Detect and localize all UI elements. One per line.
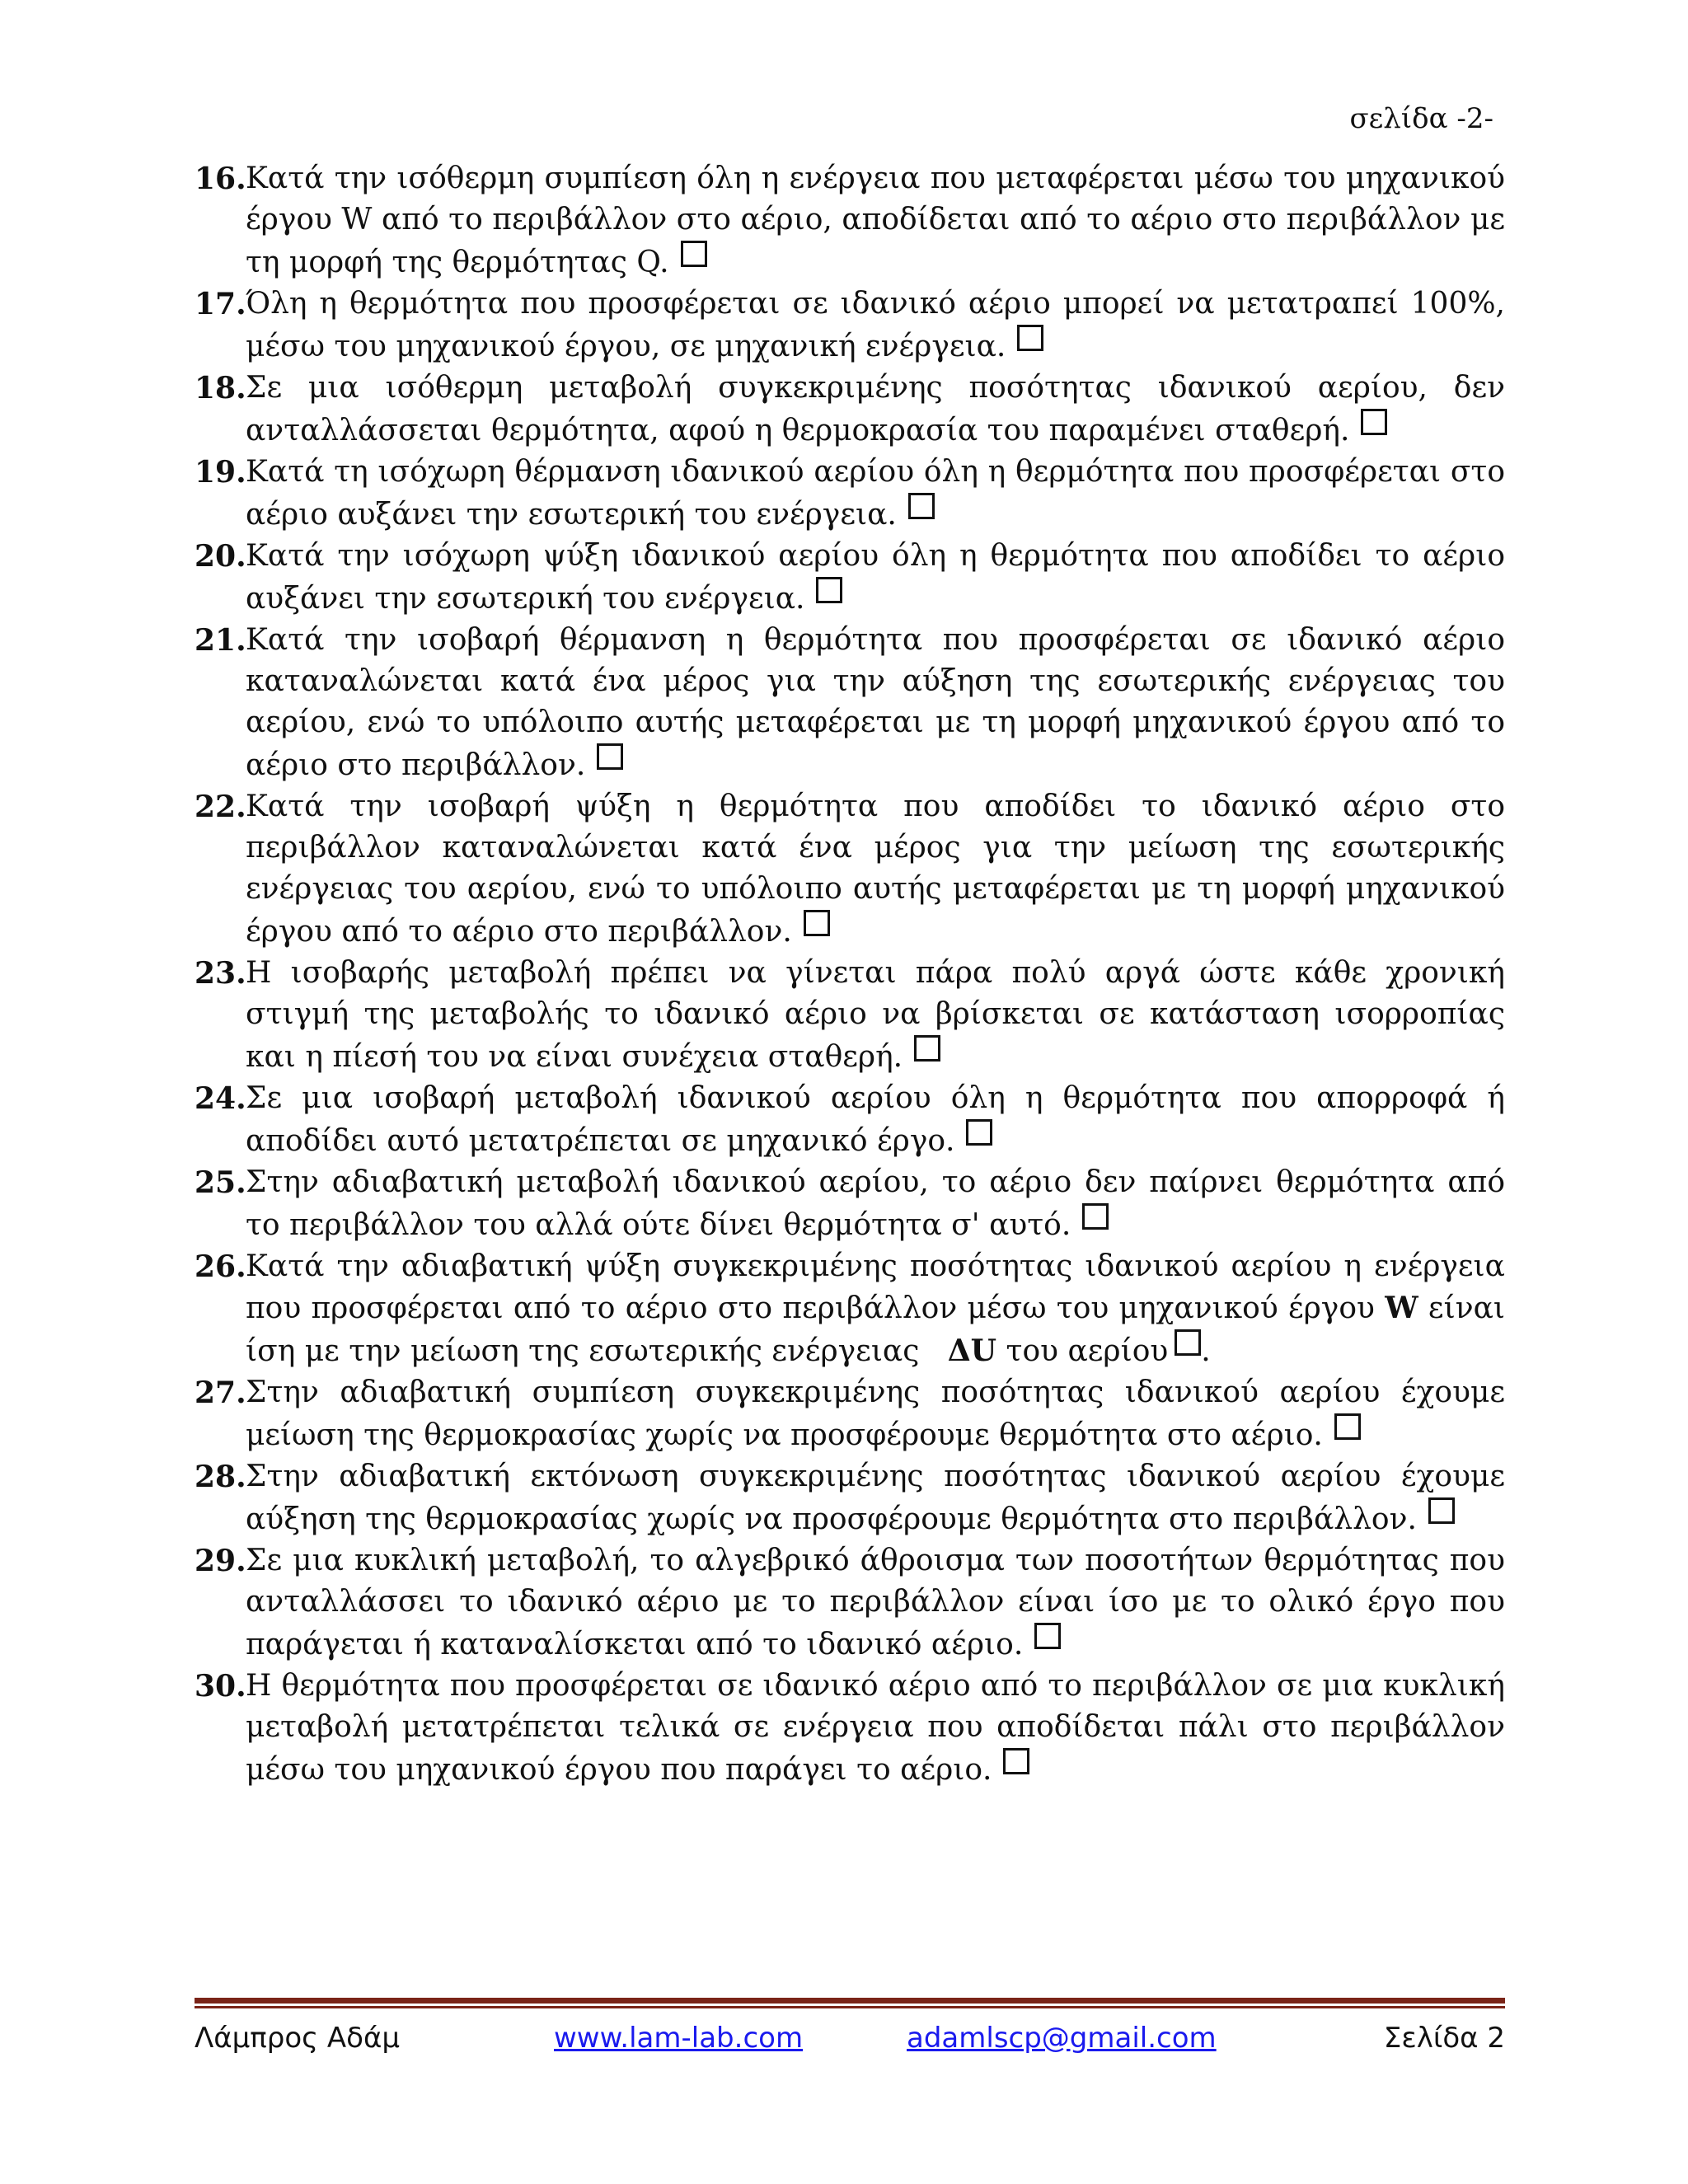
question-text: Στην αδιαβατική συμπίεση συγκεκριμένης ποσότητας ιδανικού αερίου έχουμε μείωση της θερμοκρασίας χωρίς να προσφέρουμε θερμότητα στο αέριο.: [246, 1376, 1505, 1452]
question-text-block: [246, 1162, 1505, 1246]
question-item: [195, 1540, 1505, 1666]
question-text-block: [246, 1078, 1505, 1162]
answer-checkbox[interactable]: [966, 1119, 992, 1146]
question-text: Σε μια κυκλική μεταβολή, το αλγεβρικό άθροισμα των ποσοτήτων θερμότητας που ανταλλάσσει το ιδανικό αέριο με το περιβάλλον είναι ίσο με το ολικό έργο που παράγεται ή καταναλίσκεται από το ιδανικό αέριο.: [246, 1544, 1505, 1661]
question-text: Κατά την ισοβαρή ψύξη η θερμότητα που αποδίδει το ιδανικό αέριο στο περιβάλλον καταναλώνεται κατά ένα μέρος για την μείωση της εσωτερικής ενέργειας του αερίου, ενώ το υπόλοιπο αυτής μεταφέρεται με τη μορφή μηχανικού έργου από το αέριο στο περιβάλλον.: [246, 790, 1505, 949]
question-text-block: [246, 284, 1505, 368]
question-number: 25.: [195, 1165, 246, 1200]
answer-checkbox[interactable]: [908, 493, 935, 519]
answer-checkbox[interactable]: [597, 743, 623, 770]
question-number: 17.: [195, 287, 246, 321]
question-number: 30.: [195, 1669, 246, 1704]
question-text-block: [246, 536, 1505, 620]
question-item: [195, 368, 1505, 452]
question-text: Σε μια ισόθερμη μεταβολή συγκεκριμένης ποσότητας ιδανικού αερίου, δεν ανταλλάσσεται θερμότητα, αφού η θερμοκρασία του παραμένει σταθερή.: [246, 371, 1505, 448]
question-number: 23.: [195, 956, 246, 991]
question-text-block: [246, 620, 1505, 786]
footer-divider: [195, 1998, 1505, 2008]
question-text: Στην αδιαβατική εκτόνωση συγκεκριμένης ποσότητας ιδανικού αερίου έχουμε αύξηση της θερμοκρασίας χωρίς να προσφέρουμε θερμότητα στο περιβάλλον.: [246, 1460, 1505, 1536]
footer-website-link[interactable]: www.lam-lab.com: [554, 2022, 804, 2055]
question-item: [195, 786, 1505, 953]
question-number: 24.: [195, 1081, 246, 1116]
question-text: Κατά την αδιαβατική ψύξη συγκεκριμένης ποσότητας ιδανικού αερίου η ενέργεια που προσφέρεται από το αέριο στο περιβάλλον μέσω του μηχανικού έργου: [246, 1249, 1505, 1325]
question-text: Κατά τη ισόχωρη θέρμανση ιδανικού αερίου όλη η θερμότητα που προσφέρεται στο αέριο αυξάνει την εσωτερική του ενέργεια.: [246, 455, 1505, 532]
question-number: 27.: [195, 1376, 246, 1410]
question-item: [195, 536, 1505, 620]
question-text: του αερίου: [1006, 1334, 1169, 1368]
answer-checkbox[interactable]: [1175, 1329, 1201, 1356]
question-text-block: [246, 953, 1505, 1078]
footer-page-number: Σελίδα 2: [1383, 2022, 1505, 2055]
question-number: 26.: [195, 1249, 246, 1284]
question-number: 16.: [195, 162, 246, 196]
question-text-block: [246, 452, 1505, 536]
question-text-block: [246, 158, 1505, 284]
question-item: [195, 284, 1505, 368]
question-number: 20.: [195, 539, 246, 574]
question-text: Όλη η θερμότητα που προσφέρεται σε ιδανικό αέριο μπορεί να μετατραπεί 100%, μέσω του μηχανικού έργου, σε μηχανική ενέργεια.: [246, 287, 1505, 363]
question-text-block: [246, 1456, 1505, 1540]
question-number: 28.: [195, 1460, 246, 1494]
answer-checkbox[interactable]: [1034, 1623, 1061, 1649]
question-text: Κατά την ισόχωρη ψύξη ιδανικού αερίου όλη η θερμότητα που αποδίδει το αέριο αυξάνει την εσωτερική του ενέργεια.: [246, 539, 1505, 616]
question-number: 22.: [195, 790, 246, 824]
question-item: [195, 452, 1505, 536]
question-item: [195, 1246, 1505, 1372]
answer-checkbox[interactable]: [914, 1035, 940, 1062]
question-text: Κατά την ισοβαρή θέρμανση η θερμότητα που προσφέρεται σε ιδανικό αέριο καταναλώνεται κατά ένα μέρος για την αύξηση της εσωτερικής ενέργειας του αερίου, ενώ το υπόλοιπο αυτής μεταφέρεται με τη μορφή μηχανικού έργου από το αέριο στο περιβάλλον.: [246, 623, 1505, 782]
answer-checkbox[interactable]: [1017, 325, 1043, 351]
question-text: είναι ίση με την μείωση της εσωτερικής ενέργειας: [246, 1291, 1505, 1368]
question-text-block: [246, 368, 1505, 452]
question-list: [195, 158, 1505, 1791]
question-text: Στην αδιαβατική μεταβολή ιδανικού αερίου, το αέριο δεν παίρνει θερμότητα από το περιβάλλον του αλλά ούτε δίνει θερμότητα σ' αυτό.: [246, 1165, 1505, 1242]
answer-checkbox[interactable]: [816, 577, 842, 603]
answer-checkbox[interactable]: [1003, 1748, 1029, 1774]
question-item: [195, 620, 1505, 786]
answer-checkbox[interactable]: [1082, 1203, 1109, 1230]
question-text: Η ισοβαρής μεταβολή πρέπει να γίνεται πάρα πολύ αργά ώστε κάθε χρονική στιγμή της μεταβολής το ιδανικό αέριο να βρίσκεται σε κατάσταση ισορροπίας και η πίεσή του να είναι συνέχεια σταθερή.: [246, 956, 1505, 1074]
question-text: Σε μια ισοβαρή μεταβολή ιδανικού αερίου όλη η θερμότητα που απορροφά ή αποδίδει αυτό μετατρέπεται σε μηχανικό έργο.: [246, 1081, 1505, 1158]
question-text-block: [246, 1372, 1505, 1456]
answer-checkbox[interactable]: [1361, 409, 1387, 435]
question-trailing-period: .: [1201, 1334, 1211, 1368]
question-item: [195, 158, 1505, 284]
question-text: Η θερμότητα που προσφέρεται σε ιδανικό αέριο από το περιβάλλον σε μια κυκλική μεταβολή μετατρέπεται τελικά σε ενέργεια που αποδίδεται πάλι στο περιβάλλον μέσω του μηχανικού έργου που παράγει το αέριο.: [246, 1669, 1505, 1787]
question-item: [195, 953, 1505, 1078]
question-number: 29.: [195, 1544, 246, 1578]
footer-email-link[interactable]: adamlscp@gmail.com: [907, 2022, 1217, 2055]
page-footer: [195, 2018, 1505, 2059]
question-number: 18.: [195, 371, 246, 405]
answer-checkbox[interactable]: [804, 910, 830, 936]
question-text-block: [246, 1540, 1505, 1666]
question-text-block: [246, 786, 1505, 953]
answer-checkbox[interactable]: [681, 241, 707, 267]
work-symbol: W: [1385, 1291, 1418, 1325]
question-number: 21.: [195, 623, 246, 658]
question-number: 19.: [195, 455, 246, 490]
question-item: [195, 1078, 1505, 1162]
page-label: σελίδα -2-: [1349, 102, 1493, 135]
footer-rule-thin: [195, 2006, 1505, 2008]
question-item: [195, 1162, 1505, 1246]
question-text-block: [246, 1246, 1505, 1372]
footer-author: Λάμπρος Αδάμ: [195, 2022, 401, 2055]
footer-rule-thick: [195, 1998, 1505, 2004]
delta-u-symbol: ΔU: [947, 1333, 997, 1368]
question-text: Κατά την ισόθερμη συμπίεση όλη η ενέργεια που μεταφέρεται μέσω του μηχανικού έργου W από το περιβάλλον στο αέριο, αποδίδεται από το αέριο στο περιβάλλον με τη μορφή της θερμότητας Q.: [246, 162, 1505, 279]
answer-checkbox[interactable]: [1428, 1497, 1455, 1524]
question-item: [195, 1456, 1505, 1540]
question-text-block: [246, 1666, 1505, 1791]
question-item: [195, 1372, 1505, 1456]
question-item: [195, 1666, 1505, 1791]
answer-checkbox[interactable]: [1334, 1413, 1361, 1440]
